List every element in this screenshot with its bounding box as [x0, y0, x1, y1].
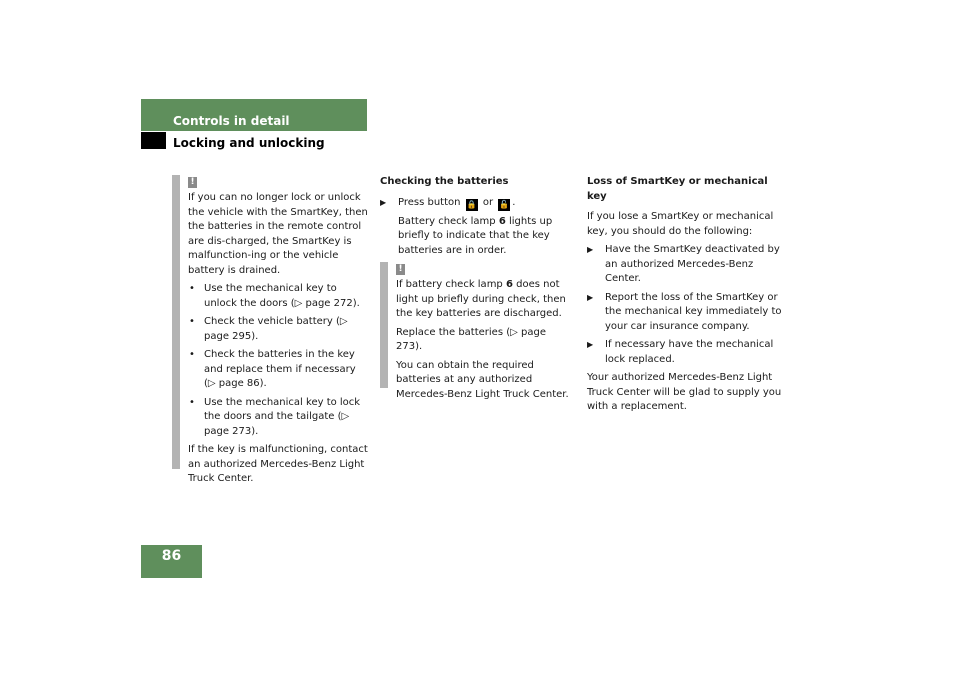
- instruction-step: ▶ Have the SmartKey deactivated by an authorized Mercedes-Benz Center.: [587, 244, 780, 284]
- checking-batteries-section: [380, 175, 573, 262]
- warning-note-key: [172, 175, 368, 484]
- note-bar: [380, 262, 388, 388]
- step-arrow-icon: ▶: [380, 197, 387, 207]
- warning-icon: !: [396, 264, 405, 275]
- warning-note-lamp: [380, 262, 573, 400]
- loss-of-key-section: [587, 175, 782, 419]
- note-paragraph: Replace the batteries (▷ page 273).: [396, 326, 546, 352]
- note-paragraph: If battery check lamp 6 does not light up briefly during check, then the key batteries are discharged.: [396, 279, 566, 319]
- unlock-icon: 🔓: [499, 199, 510, 209]
- chapter-title: Controls in detail: [173, 114, 290, 128]
- instruction-step: ▶ Report the loss of the SmartKey or the mechanical key immediately to your car insurance company.: [587, 291, 782, 332]
- loss-intro: If you lose a SmartKey or mechanical key, you should do the following:: [587, 211, 774, 237]
- list-item: • Check the batteries in the key and replace them if necessary (▷ page 86).: [189, 349, 356, 389]
- loss-outro: Your authorized Mercedes-Benz Light Truck Center will be glad to supply you with a replacement.: [587, 372, 782, 412]
- step-arrow-icon: ▶: [587, 292, 594, 302]
- note-paragraph: You can obtain the required batteries at any authorized Mercedes-Benz Light Truck Center.: [396, 359, 569, 400]
- instruction-step: ▶ If necessary have the mechanical lock replaced.: [587, 339, 774, 365]
- section-heading: Checking the batteries: [380, 176, 509, 187]
- step-arrow-icon: ▶: [587, 340, 594, 349]
- note-bar: [172, 175, 180, 469]
- instruction-step: ▶ Press button 🔒 or 🔓 .: [380, 196, 516, 209]
- lock-icon: 🔒: [466, 199, 477, 209]
- list-item: • Check the vehicle battery (▷ page 295).: [189, 316, 348, 342]
- list-item: • Use the mechanical key to lock the doors and the tailgate (▷ page 273).: [189, 396, 361, 437]
- section-title: Locking and unlocking: [173, 136, 325, 150]
- list-item: • Use the mechanical key to unlock the doors (▷ page 272).: [189, 283, 360, 309]
- step-result: Battery check lamp 6 lights up briefly to indicate that the key batteries are in order.: [398, 215, 553, 256]
- page-number: 86: [161, 548, 182, 564]
- step-arrow-icon: ▶: [587, 245, 594, 254]
- header-marker: [141, 132, 166, 149]
- warning-icon: !: [188, 177, 197, 188]
- section-heading: Loss of SmartKey or mechanical key: [587, 176, 768, 202]
- note-outro: If the key is malfunctioning, contact an authorized Mercedes-Benz Light Truck Center.: [188, 444, 368, 484]
- note-intro: If you can no longer lock or unlock the vehicle with the SmartKey, then the batteries in the remote control are dis-charged, the SmartKey is malfunction-ing or the vehicle battery is drained.: [188, 192, 368, 276]
